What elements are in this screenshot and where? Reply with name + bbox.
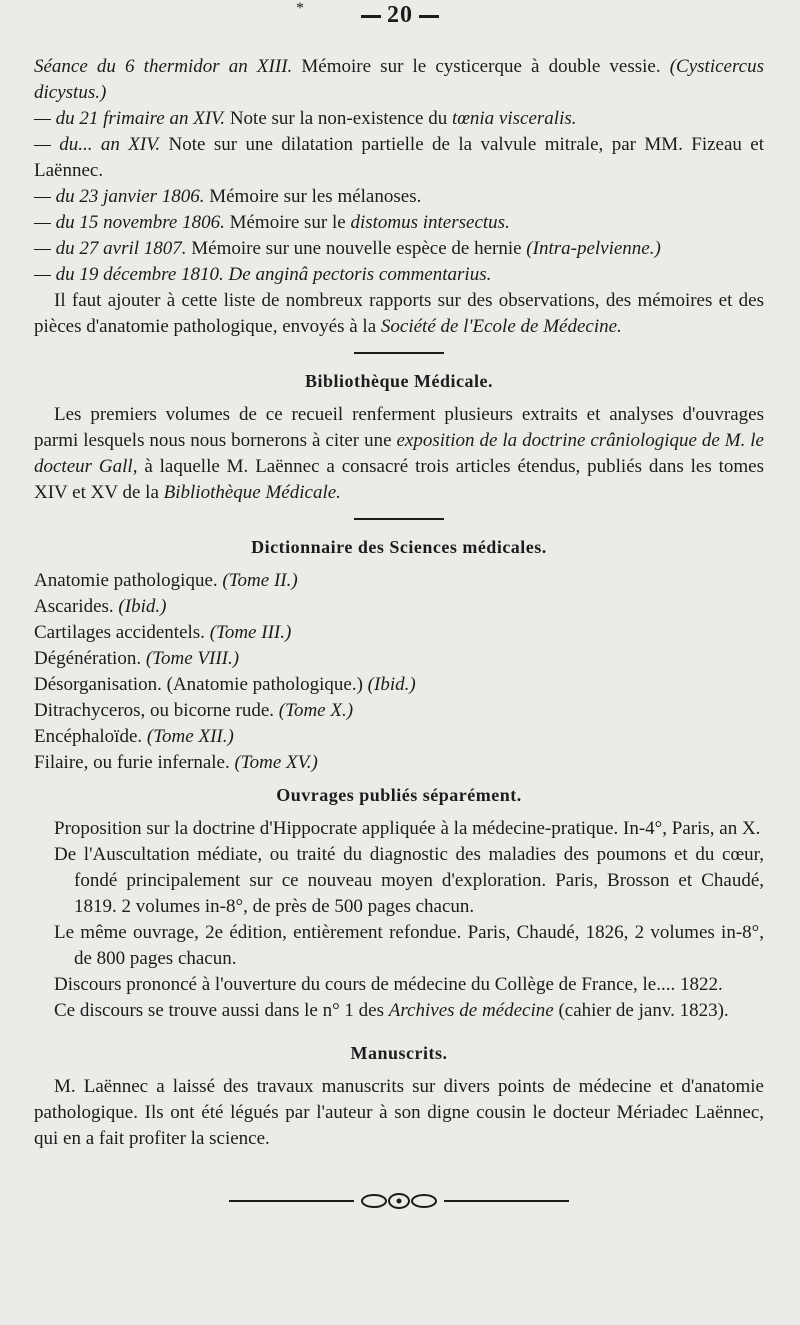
item-ref: (Tome XII.) bbox=[146, 726, 234, 747]
item-ref: (Ibid.) bbox=[367, 674, 416, 695]
list-item: Discours prononcé à l'ouverture du cours de médecine du Collège de France, le.... 1822. bbox=[54, 974, 723, 995]
item-text: Cartilages accidentels. bbox=[34, 622, 210, 643]
entry-latin: distomus intersectus. bbox=[350, 212, 510, 233]
entry-line bbox=[34, 106, 764, 132]
header-dash-right bbox=[419, 15, 439, 18]
paragraph-text: à laquelle M. Laënnec a consacré trois articles étendus, publiés dans les tomes XIV et XV de la bbox=[34, 456, 764, 503]
list-item bbox=[34, 672, 764, 698]
ornament-icon bbox=[229, 1192, 569, 1210]
list-item bbox=[34, 750, 764, 776]
section-divider bbox=[354, 518, 444, 520]
entry-text: Note sur une dilatation partielle de la valvule mitrale, par MM. Fizeau et Laënnec. bbox=[34, 134, 765, 181]
entry-line bbox=[34, 184, 764, 210]
item-text: Ce discours se trouve aussi dans le n° 1 des bbox=[54, 1000, 389, 1021]
entry-text: Mémoire sur les mélanoses. bbox=[204, 186, 422, 207]
list-item bbox=[34, 724, 764, 750]
item-ref: (Tome X.) bbox=[278, 700, 354, 721]
section-title-dictionnaire: Dictionnaire des Sciences médicales. bbox=[251, 537, 547, 557]
ouvrages-list bbox=[34, 816, 764, 1024]
item-text: (cahier de janv. 1823). bbox=[553, 1000, 729, 1021]
entry-latin: (Cysticercus dicystus.) bbox=[34, 56, 764, 103]
manuscrits-paragraph: M. Laënnec a laissé des travaux manuscrits sur divers points de médecine et d'anatomie pathologique. Ils ont été légués par l'auteur à son digne cousin le docteur Mériadec Laënnec, qui en a fait profiter la science. bbox=[34, 1076, 764, 1149]
item-text: Anatomie pathologique. bbox=[34, 570, 223, 591]
item-text: Ascarides. bbox=[34, 596, 119, 617]
entry-line bbox=[34, 236, 764, 262]
list-item bbox=[34, 646, 764, 672]
item-text: Désorganisation. (Anatomie pathologique.) bbox=[34, 674, 368, 695]
summary-text: Il faut ajouter à cette liste de nombreux rapports sur des observations, des mémoires et des pièces d'anatomie pathologique, envoyés à la bbox=[34, 290, 764, 337]
item-ref: (Tome XV.) bbox=[234, 752, 318, 773]
item-text: Ditrachyceros, ou bicorne rude. bbox=[34, 700, 279, 721]
item-text: Filaire, ou furie infernale. bbox=[34, 752, 235, 773]
entry-line bbox=[34, 132, 764, 184]
item-ref: (Tome II.) bbox=[222, 570, 298, 591]
paragraph-italic: exposition de la doctrine crâniologique de M. le docteur Gall, bbox=[34, 430, 764, 477]
list-item: De l'Auscultation médiate, ou traité du diagnostic des maladies des poumons et du cœur, fondé principalement sur ce nouveau moyen d'exploration. Paris, Brosson et Chaudé, 1819. 2 volumes in-8°, de près de 500 pages chacun. bbox=[54, 844, 764, 917]
entry-line bbox=[34, 54, 764, 106]
list-item bbox=[34, 698, 764, 724]
dictionnaire-list bbox=[34, 568, 764, 776]
entry-latin: tœnia visceralis. bbox=[451, 108, 577, 129]
list-item bbox=[34, 594, 764, 620]
paragraph-italic: Bibliothèque Médicale. bbox=[163, 482, 341, 503]
entry-text: Mémoire sur une nouvelle espèce de hernie bbox=[186, 238, 527, 259]
page-body bbox=[34, 54, 764, 1210]
entry-text: Mémoire sur le cysticerque à double vessie. bbox=[292, 56, 670, 77]
item-ref: (Tome III.) bbox=[209, 622, 292, 643]
summary-society: Société de l'Ecole de Médecine. bbox=[380, 316, 622, 337]
list-item bbox=[34, 568, 764, 594]
item-text: Encéphaloïde. bbox=[34, 726, 147, 747]
list-item: Le même ouvrage, 2e édition, entièrement refondue. Paris, Chaudé, 1826, 2 volumes in-8°, de 800 pages chacun. bbox=[54, 922, 764, 969]
header-dash-left bbox=[361, 15, 381, 18]
entry-latin: (Intra-pelvienne.) bbox=[526, 238, 661, 259]
entry-line bbox=[34, 262, 764, 288]
page-number: 20 bbox=[387, 2, 413, 28]
entry-date: — du 21 frimaire an XIV. bbox=[34, 108, 226, 129]
item-journal: Archives de médecine bbox=[388, 1000, 554, 1021]
entry-text: Note sur la non-existence du bbox=[225, 108, 452, 129]
list-item bbox=[34, 620, 764, 646]
entry-line bbox=[34, 210, 764, 236]
item-text: Dégénération. bbox=[34, 648, 146, 669]
list-item: Proposition sur la doctrine d'Hippocrate appliquée à la médecine-pratique. In-4°, Paris, an X. bbox=[54, 818, 761, 839]
bibliotheque-paragraph bbox=[34, 402, 764, 506]
item-ref: (Ibid.) bbox=[118, 596, 167, 617]
entry-date: — du... an XIV. bbox=[34, 134, 161, 155]
entry-date: — du 27 avril 1807. bbox=[34, 238, 187, 259]
section-title-bibliotheque: Bibliothèque Médicale. bbox=[305, 371, 493, 391]
entry-date: — du 19 décembre 1810. De anginâ pectoris commentarius. bbox=[34, 264, 492, 285]
page-header bbox=[0, 2, 800, 29]
section-divider bbox=[354, 352, 444, 354]
list-item bbox=[34, 998, 764, 1024]
entry-date: Séance du 6 thermidor an XIII. bbox=[34, 56, 293, 77]
item-ref: (Tome VIII.) bbox=[145, 648, 240, 669]
entry-date: — du 23 janvier 1806. bbox=[34, 186, 205, 207]
entry-text: Mémoire sur le bbox=[224, 212, 351, 233]
ornament-divider bbox=[229, 1192, 569, 1210]
section-title-ouvrages: Ouvrages publiés séparément. bbox=[276, 785, 522, 805]
printer-mark-icon: * bbox=[296, 0, 304, 17]
paragraph-text: Les premiers volumes de ce recueil renferment plusieurs extraits et analyses d'ouvrages parmi lesquels nous nous bornerons à citer une bbox=[34, 404, 764, 451]
entry-date: — du 15 novembre 1806. bbox=[34, 212, 225, 233]
section-title-manuscrits: Manuscrits. bbox=[350, 1043, 448, 1063]
summary-paragraph bbox=[34, 288, 764, 340]
